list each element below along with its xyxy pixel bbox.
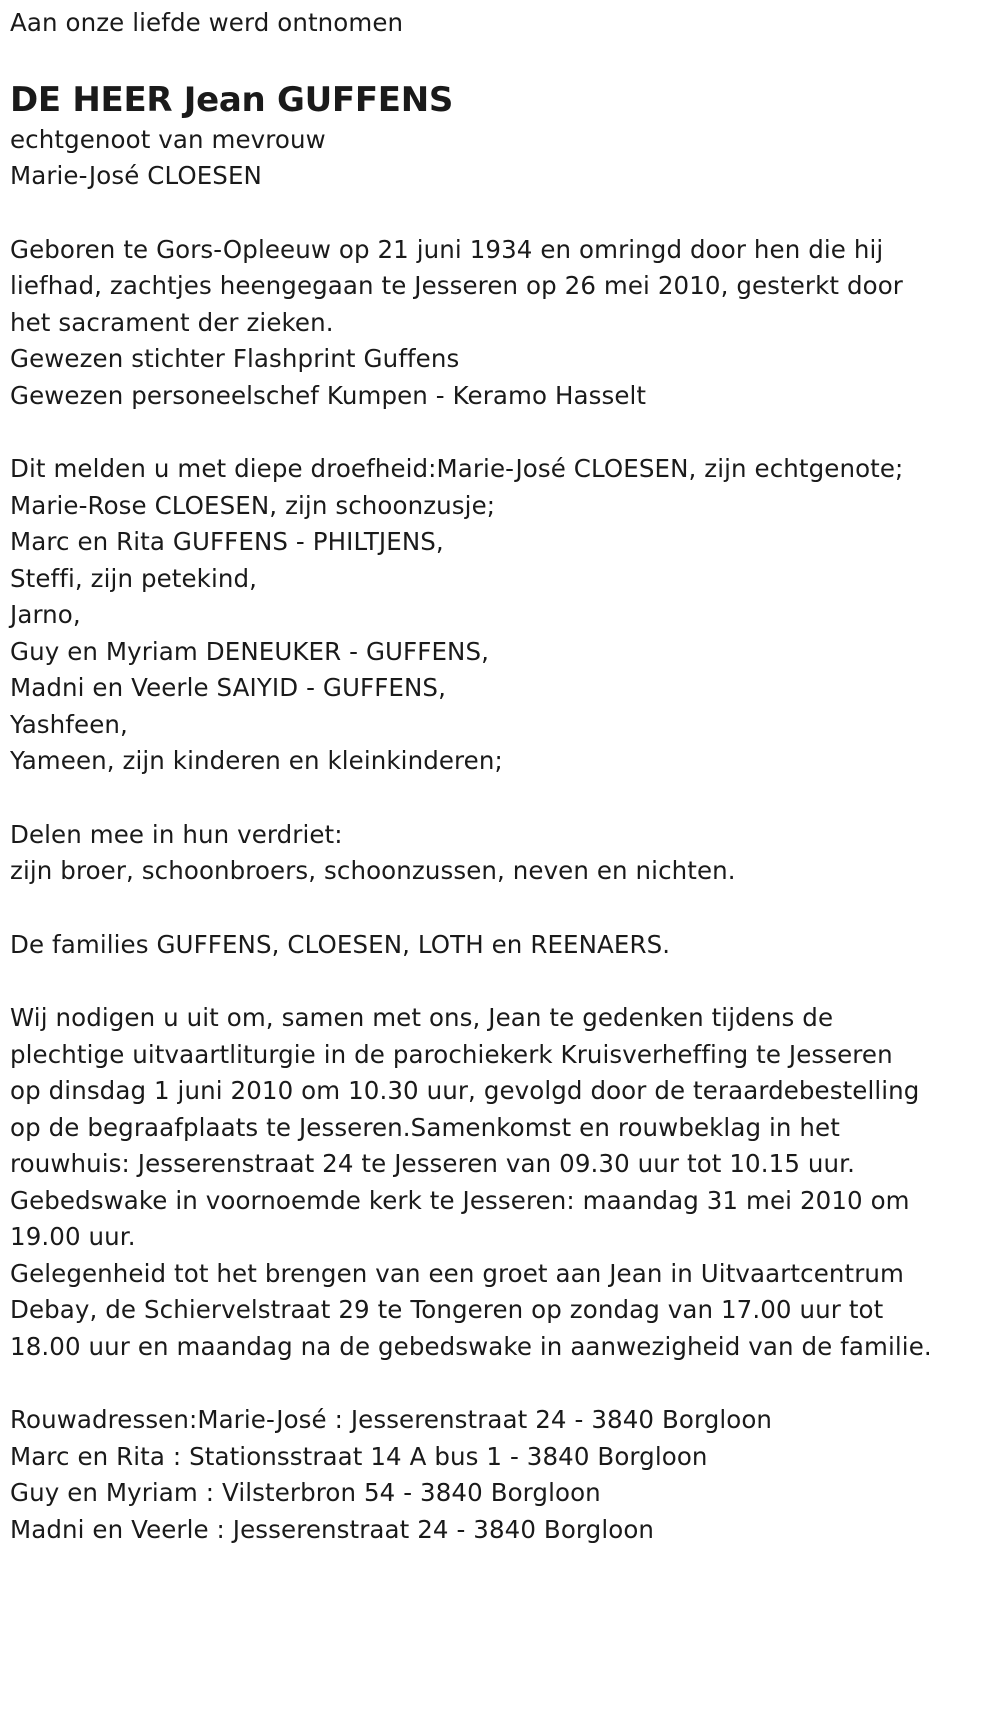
family-line: Guy en Myriam DENEUKER - GUFFENS, (10, 636, 489, 666)
address-line: Rouwadressen:Marie-José : Jesserenstraat 24 - 3840 Borgloon (10, 1405, 773, 1434)
paragraph-gap (10, 1365, 990, 1402)
family-line: Dit melden u met diepe droefheid:Marie-José CLOESEN, zijn echtgenote; (10, 454, 904, 483)
address-line: Guy en Myriam : Vilsterbron 54 - 3840 Borgloon (10, 1478, 601, 1507)
family-line: Marie-Rose CLOESEN, zijn schoonzusje; (10, 490, 496, 520)
intro-text: Aan onze liefde werd ontnomen (10, 8, 404, 37)
invitation-line: Debay, de Schiervelstraat 29 te Tongeren op zondag van 17.00 uur tot (10, 1295, 884, 1324)
invitation-line: op de begraafplaats te Jesseren.Samenkomst en rouwbeklag in het (10, 1112, 840, 1142)
biography-line: Gewezen stichter Flashprint Guffens (10, 344, 460, 373)
invitation-line: plechtige uitvaartliturgie in de parochiekerk Kruisverheffing te Jesseren (10, 1039, 893, 1069)
spouse-line: Marie-José CLOESEN (10, 161, 262, 190)
family-line: Yashfeen, (10, 709, 128, 739)
spouse-section (10, 122, 990, 195)
family-line: Marc en Rita GUFFENS - PHILTJENS, (10, 527, 444, 556)
invitation-section (10, 1000, 990, 1365)
biography-line: Geboren te Gors-Opleeuw op 21 juni 1934 en omringd door hen die hij (10, 234, 884, 264)
family-section (10, 451, 990, 780)
addresses-section (10, 1402, 990, 1548)
families-line: De families GUFFENS, CLOESEN, LOTH en REENAERS. (10, 929, 671, 959)
family-line: Jarno, (10, 600, 81, 629)
invitation-line: rouwhuis: Jesserenstraat 24 te Jesseren van 09.30 uur tot 10.15 uur. (10, 1149, 855, 1178)
invitation-line: Gebedswake in voornoemde kerk te Jesseren: maandag 31 mei 2010 om (10, 1185, 910, 1215)
biography-line: het sacrament der zieken. (10, 307, 334, 337)
family-line: Steffi, zijn petekind, (10, 563, 258, 593)
biography-line: Gewezen personeelschef Kumpen - Keramo Hasselt (10, 380, 647, 410)
invitation-line: Wij nodigen u uit om, samen met ons, Jean te gedenken tijdens de (10, 1003, 834, 1032)
address-line: Marc en Rita : Stationsstraat 14 A bus 1 - 3840 Borgloon (10, 1441, 708, 1471)
family-line: Yameen, zijn kinderen en kleinkinderen; (10, 746, 503, 775)
sharing-section (10, 817, 990, 890)
biography-section (10, 232, 990, 415)
family-line: Madni en Veerle SAIYID - GUFFENS, (10, 673, 446, 702)
biography-line: liefhad, zachtjes heengegaan te Jesseren op 26 mei 2010, gesterkt door (10, 271, 903, 300)
invitation-line: op dinsdag 1 juni 2010 om 10.30 uur, gevolgd door de teraardebestelling (10, 1076, 920, 1105)
paragraph-gap (10, 963, 990, 1000)
sharing-line: zijn broer, schoonbroers, schoonzussen, neven en nichten. (10, 856, 736, 885)
paragraph-gap (10, 890, 990, 927)
spouse-line: echtgenoot van mevrouw (10, 124, 326, 154)
paragraph-gap (10, 414, 990, 451)
sharing-line: Delen mee in hun verdriet: (10, 819, 343, 849)
obituary-notice (10, 0, 990, 1548)
invitation-line: Gelegenheid tot het brengen van een groet aan Jean in Uitvaartcentrum (10, 1258, 904, 1288)
deceased-name: DE HEER Jean GUFFENS (10, 79, 454, 120)
invitation-line: 18.00 uur en maandag na de gebedswake in aanwezigheid van de familie. (10, 1331, 932, 1361)
invitation-line: 19.00 uur. (10, 1222, 136, 1251)
paragraph-gap (10, 780, 990, 817)
paragraph-gap (10, 195, 990, 232)
address-line: Madni en Veerle : Jesserenstraat 24 - 3840 Borgloon (10, 1514, 655, 1544)
